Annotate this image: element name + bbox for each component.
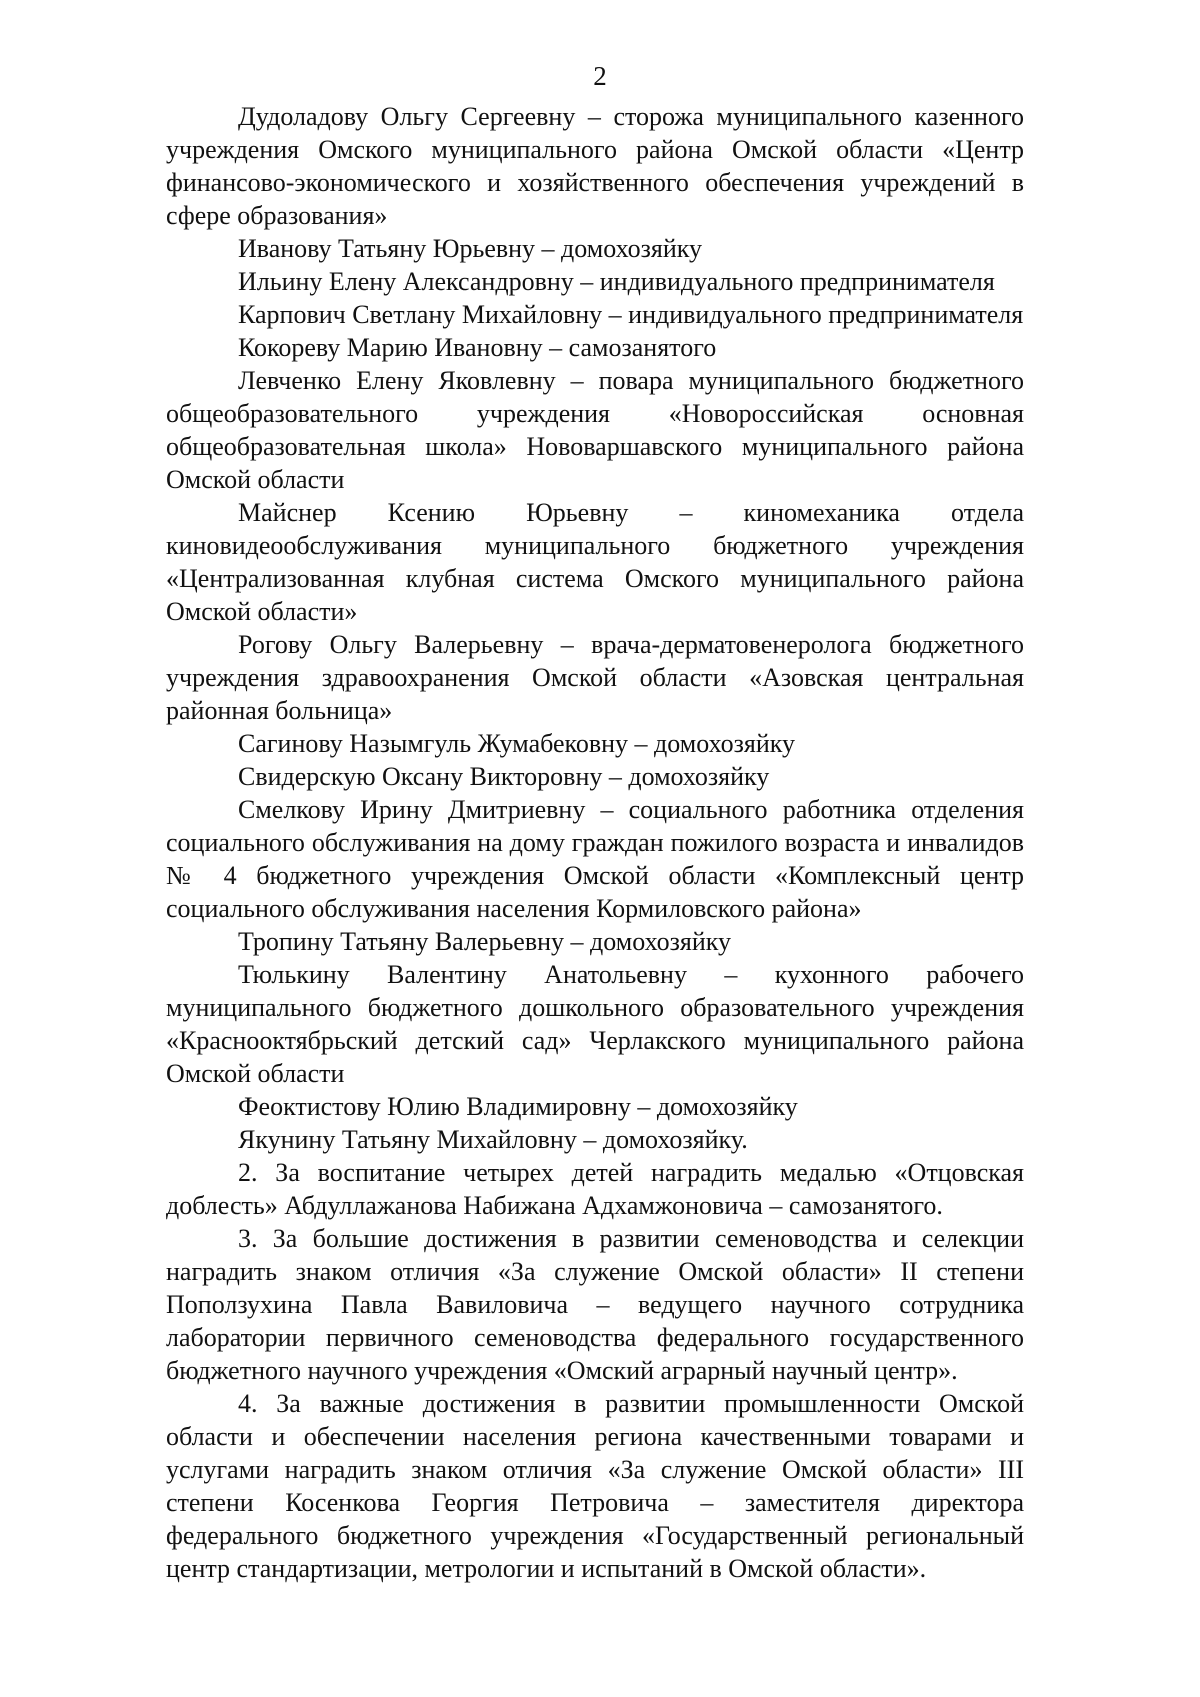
paragraph-tyulkina: Тюлькину Валентину Анатольевну – кухонного рабочего муниципального бюджетного дошкольного образовательного учреждения «Краснооктябрьский детский сад» Черлакского муниципального района Омской области — [166, 960, 1024, 1088]
paragraph-yakunina: Якунину Татьяну Михайловну – домохозяйку. — [238, 1125, 748, 1154]
paragraph-ilina: Ильину Елену Александровну – индивидуального предпринимателя — [238, 267, 995, 296]
paragraph-smelkova: Смелкову Ирину Дмитриевну – социального работника отделения социального обслуживания на дому граждан пожилого возраста и инвалидов № 4 бюджетного учреждения Омской области «Комплексный центр социального обслуживания населения Кормиловского района» — [166, 795, 1024, 923]
paragraph-item-3: 3. За большие достижения в развитии семеноводства и селекции наградить знаком отличия «За служение Омской области» II степени Поползухина Павла Вавиловича – ведущего научного сотрудника лаборатории первичного семеноводства федерального государственного бюджетного научного учреждения «Омский аграрный научный центр». — [166, 1224, 1024, 1385]
paragraph-rogova: Рогову Ольгу Валерьевну – врача-дерматовенеролога бюджетного учреждения здравоохранения Омской области «Азовская центральная районная больница» — [166, 630, 1024, 725]
paragraph-maysner: Майснер Ксению Юрьевну – киномеханика отдела киновидеообслуживания муниципального бюджетного учреждения «Централизованная клубная система Омского муниципального района Омской области» — [166, 498, 1024, 626]
paragraph-sviderskaya: Свидерскую Оксану Викторовну – домохозяйку — [238, 762, 770, 791]
paragraph-ivanova: Иванову Татьяну Юрьевну – домохозяйку — [238, 234, 703, 263]
paragraph-karpovich: Карпович Светлану Михайловну – индивидуального предпринимателя — [238, 300, 1024, 329]
paragraph-tropina: Тропину Татьяну Валерьевну – домохозяйку — [238, 927, 731, 956]
paragraph-dudoladova: Дудоладову Ольгу Сергеевну – сторожа муниципального казенного учреждения Омского муниципального района Омской области «Центр финансово-экономического и хозяйственного обеспечения учреждений в сфере образования» — [166, 102, 1024, 230]
document-body — [166, 100, 1024, 1585]
paragraph-item-4: 4. За важные достижения в развитии промышленности Омской области и обеспечении населения региона качественными товарами и услугами наградить знаком отличия «За служение Омской области» III степени Косенкова Георгия Петровича – заместителя директора федерального бюджетного учреждения «Государственный региональный центр стандартизации, метрологии и испытаний в Омской области». — [166, 1389, 1024, 1583]
paragraph-feoktistova: Феоктистову Юлию Владимировну – домохозяйку — [238, 1092, 798, 1121]
paragraph-saginova: Сагинову Назымгуль Жумабековну – домохозяйку — [238, 729, 796, 758]
page-number: 2 — [593, 61, 607, 91]
paragraph-item-2: 2. За воспитание четырех детей наградить медалью «Отцовская доблесть» Абдуллажанова Набижана Адхамжоновича – самозанятого. — [166, 1158, 1024, 1220]
paragraph-kokoreva: Кокореву Марию Ивановну – самозанятого — [238, 333, 717, 362]
paragraph-levchenko: Левченко Елену Яковлевну – повара муниципального бюджетного общеобразовательного учреждения «Новороссийская основная общеобразовательная школа» Нововаршавского муниципального района Омской области — [166, 366, 1024, 494]
